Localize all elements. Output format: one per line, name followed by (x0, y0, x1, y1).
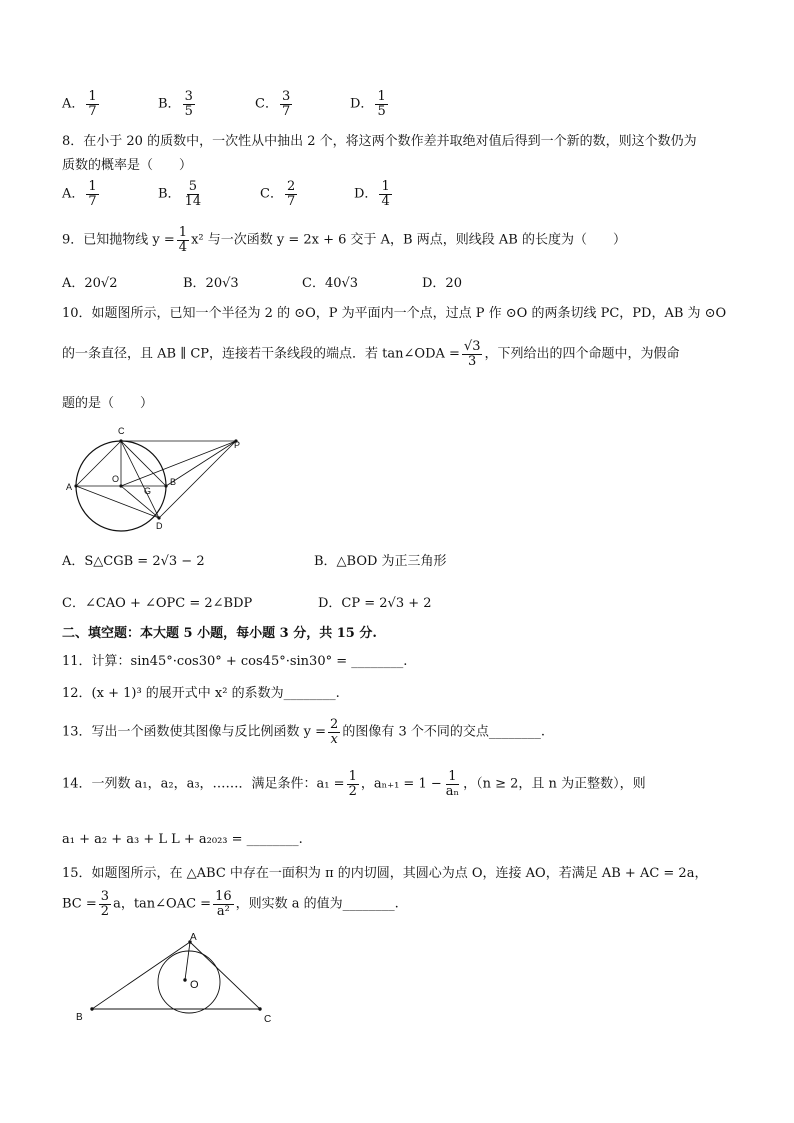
label-o: O (112, 474, 120, 484)
q8-line1: 8．在小于 20 的质数中，一次性从中抽出 2 个，将这两个数作差并取绝对值后得到一个新的数，则这个数仍为 (62, 134, 697, 149)
q10-option-a: A．S△CGB = 2√3 − 2 (62, 554, 205, 569)
label-g: G (144, 486, 152, 496)
q15-figure (70, 928, 290, 1028)
q10-line2: 的一条直径，且 AB ∥ CP，连接若干条线段的端点．若 tan∠ODA = $\frac{√3}{3}$ ，下列给出的四个命题中，为假命 (62, 339, 680, 369)
q10-figure (60, 420, 260, 540)
q10-option-d: D．CP = 2√3 + 2 (318, 596, 432, 611)
q9-option-a: A．20√2 (62, 276, 118, 291)
q9-stem: 9．已知抛物线 y = $\frac{1}{4}$ x² 与一次函数 y = 2x + 6 交于 A，B 两点，则线段 AB 的长度为（ ） (62, 225, 626, 255)
q9-option-c: C．40√3 (302, 276, 359, 291)
label-c: C (118, 426, 125, 436)
q10-line3: 题的是（ ） (62, 396, 154, 411)
incircle (158, 951, 220, 1013)
q7-option-b: B． $\frac{3}{5}$ (158, 89, 193, 119)
section-2-heading: 二、填空题：本大题 5 小题，每小题 3 分，共 15 分. (62, 626, 377, 641)
label-b: B (76, 1012, 83, 1023)
label-a: A (190, 932, 197, 943)
label-o: O (190, 979, 199, 991)
q12: 12．(x + 1)³ 的展开式中 x² 的系数为________. (62, 686, 340, 701)
label-c: C (264, 1014, 272, 1025)
label-b: B (170, 477, 177, 487)
q10-option-b: B．△BOD 为正三角形 (314, 554, 447, 569)
q8-option-a: A． $\frac{1}{7}$ (62, 179, 97, 209)
q9-option-b: B．20√3 (183, 276, 239, 291)
q10-line1: 10．如题图所示，已知一个半径为 2 的 ⊙O，P 为平面内一个点，过点 P 作 ⊙O 的两条切线 PC，PD，AB 为 ⊙O (62, 306, 727, 321)
q7-option-a: A． $\frac{1}{7}$ (62, 89, 97, 119)
q11: 11．计算：sin45°·cos30° + cos45°·sin30° = ________. (62, 654, 408, 669)
q7-option-c: C． $\frac{3}{7}$ (255, 89, 291, 119)
label-p: P (234, 440, 241, 450)
q8-option-c: C． $\frac{2}{7}$ (260, 179, 296, 209)
q9-option-d: D．20 (422, 276, 462, 291)
q7-option-d: D． $\frac{1}{5}$ (350, 89, 386, 119)
label-d: D (156, 521, 163, 531)
q8-option-b: B． $\frac{5}{14}$ (158, 179, 202, 209)
q15-line2: BC = $\frac{3}{2}$ a，tan∠OAC = $\frac{16}{\text{a²}}$ ，则实数 a 的值为________. (62, 889, 399, 919)
q14-line2: a₁ + a₂ + a₃ + L L + a₂₀₂₃ = ________. (62, 832, 303, 847)
label-a: A (66, 482, 73, 492)
q14-line1: 14．一列数 a₁，a₂，a₃，……．满足条件：a₁ = $\frac{1}{2}$ ，aₙ₊₁ = 1 − $\frac{1}{\text{aₙ}}$ ，（n ≥ 2，且 n 为正整数），则 (62, 769, 646, 799)
q8-option-d: D． $\frac{1}{4}$ (354, 179, 390, 209)
q15-line1: 15．如题图所示，在 △ABC 中存在一面积为 π 的内切圆，其圆心为点 O，连接 AO，若满足 AB + AC = 2a， (62, 866, 708, 881)
q10-option-c: C．∠CAO + ∠OPC = 2∠BDP (62, 596, 253, 611)
q8-line2: 质数的概率是（ ） (62, 158, 193, 173)
q13: 13．写出一个函数使其图像与反比例函数 y = $\frac{2}{x}$ 的图像有 3 个不同的交点________. (62, 717, 545, 747)
